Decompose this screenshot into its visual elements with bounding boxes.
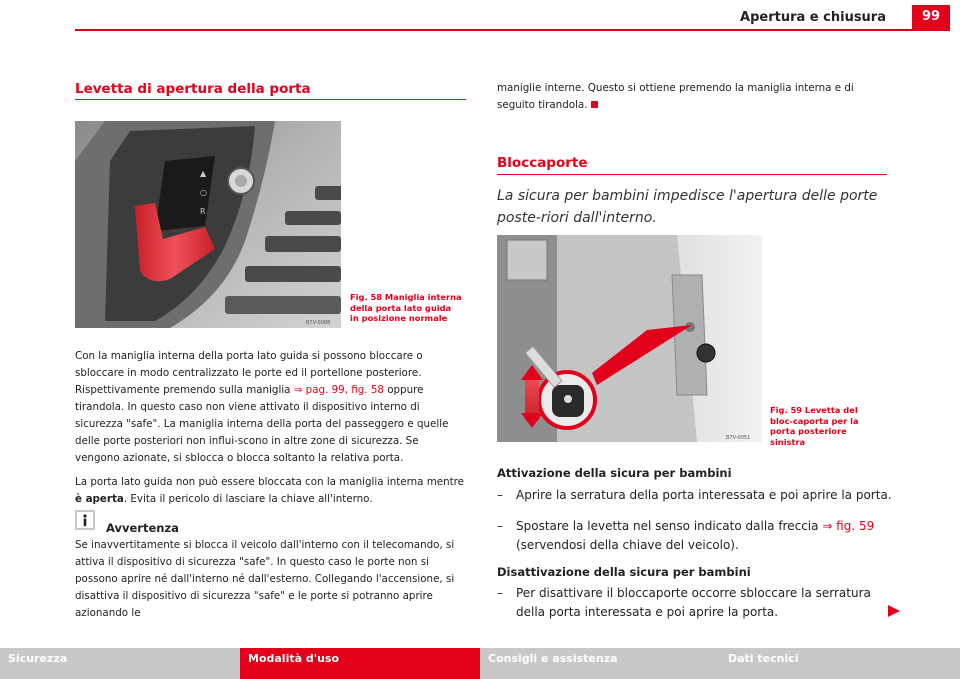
section-title-door-handle: Levetta di apertura della porta bbox=[75, 81, 311, 97]
figure-59-child-lock bbox=[497, 235, 762, 442]
svg-text:▲: ▲ bbox=[200, 169, 207, 178]
next-page-arrow-icon[interactable] bbox=[887, 604, 901, 618]
activation-heading: Attivazione della sicura per bambini bbox=[497, 466, 732, 480]
figure-59-code: B7V-0051 bbox=[726, 435, 751, 441]
left-body bbox=[75, 348, 466, 515]
deactivation-heading: Disattivazione della sicura per bambini bbox=[497, 565, 751, 579]
running-header-title: Apertura e chiusura bbox=[740, 10, 886, 25]
activation-step-2: – Spostare la levetta nel senso indicato dalla freccia ⇒ fig. 59 (servendosi della chiave del veicolo). bbox=[497, 519, 875, 552]
figure-59-caption: Fig. 59 Levetta del bloc-caporta per la porta posteriore sinistra bbox=[770, 405, 859, 447]
activation-step-1: – Aprire la serratura della porta interessata e poi aprire la porta. bbox=[497, 488, 892, 502]
footer-nav bbox=[0, 648, 960, 679]
figure-58-code: B7V-0088 bbox=[306, 320, 331, 326]
section-intro: La sicura per bambini impedisce l'apertura delle porte poste-riori dall'interno. bbox=[497, 188, 878, 226]
figure-58-door-handle bbox=[75, 121, 341, 328]
footer-tab-consigli-e-assistenza[interactable]: Consigli e assistenza bbox=[480, 648, 720, 679]
link-page-99-fig-58[interactable]: ⇒ pag. 99, fig. 58 bbox=[293, 384, 384, 396]
header-rule bbox=[75, 29, 950, 31]
section-rule bbox=[75, 99, 466, 100]
page-number: 99 bbox=[912, 5, 950, 29]
section-rule bbox=[497, 174, 887, 175]
note-icon bbox=[75, 510, 95, 530]
end-of-section-marker-icon bbox=[591, 101, 598, 108]
figure-58-caption: Fig. 58 Maniglia interna della porta lato guida in posizione normale bbox=[350, 292, 462, 323]
section-title-child-lock: Bloccaporte bbox=[497, 155, 588, 171]
link-fig-59[interactable]: ⇒ fig. 59 bbox=[822, 519, 875, 533]
svg-text:R: R bbox=[200, 207, 206, 216]
footer-tab-sicurezza[interactable]: Sicurezza bbox=[0, 648, 240, 679]
svg-text:○: ○ bbox=[200, 188, 207, 197]
paragraph-central-locking: Con la maniglia interna della porta lato guida si possono bloccare o sbloccare in modo centralizzato le porte ed il portellone posteriore. Rispettivamente premendo sulla maniglia ⇒ pag. 99, fig. 58 oppure tirandola. In questo caso non viene attivato il dispositivo interno di sicurezza "safe". La maniglia interna della porta del passeggero e quelle delle porte posteriori non influi-scono in altre zone di sicurezza. Se vengono azionate, si sblocca o blocca soltanto la relativa porta. bbox=[75, 350, 449, 464]
note-title: Avvertenza bbox=[106, 521, 179, 535]
paragraph-driver-door: La porta lato guida non può essere bloccata con la maniglia interna mentre è aperta. Evita il pericolo di lasciare la chiave all'interno. bbox=[75, 476, 465, 505]
footer-tab-modalita-duso[interactable]: Modalità d'uso bbox=[240, 648, 480, 679]
note-text: Se inavvertitamente si blocca il veicolo dall'interno con il telecomando, si attiva il dispositivo di sicurezza "safe". In questo caso le porte non si possono aprire né dall'interno né dall'esterno. Collegando l'accensione, si disattiva il dispositivo di sicurezza "safe" e le porte si potranno aprire azionando le bbox=[75, 539, 455, 619]
footer-tab-dati-tecnici[interactable]: Dati tecnici bbox=[720, 648, 960, 679]
deactivation-step-1: – Per disattivare il bloccaporte occorre sbloccare la serratura della porta interessata e poi aprire la porta. bbox=[497, 586, 871, 619]
continuation-text: maniglie interne. Questo si ottiene premendo la maniglia interna e di seguito tirandola. bbox=[497, 82, 854, 111]
